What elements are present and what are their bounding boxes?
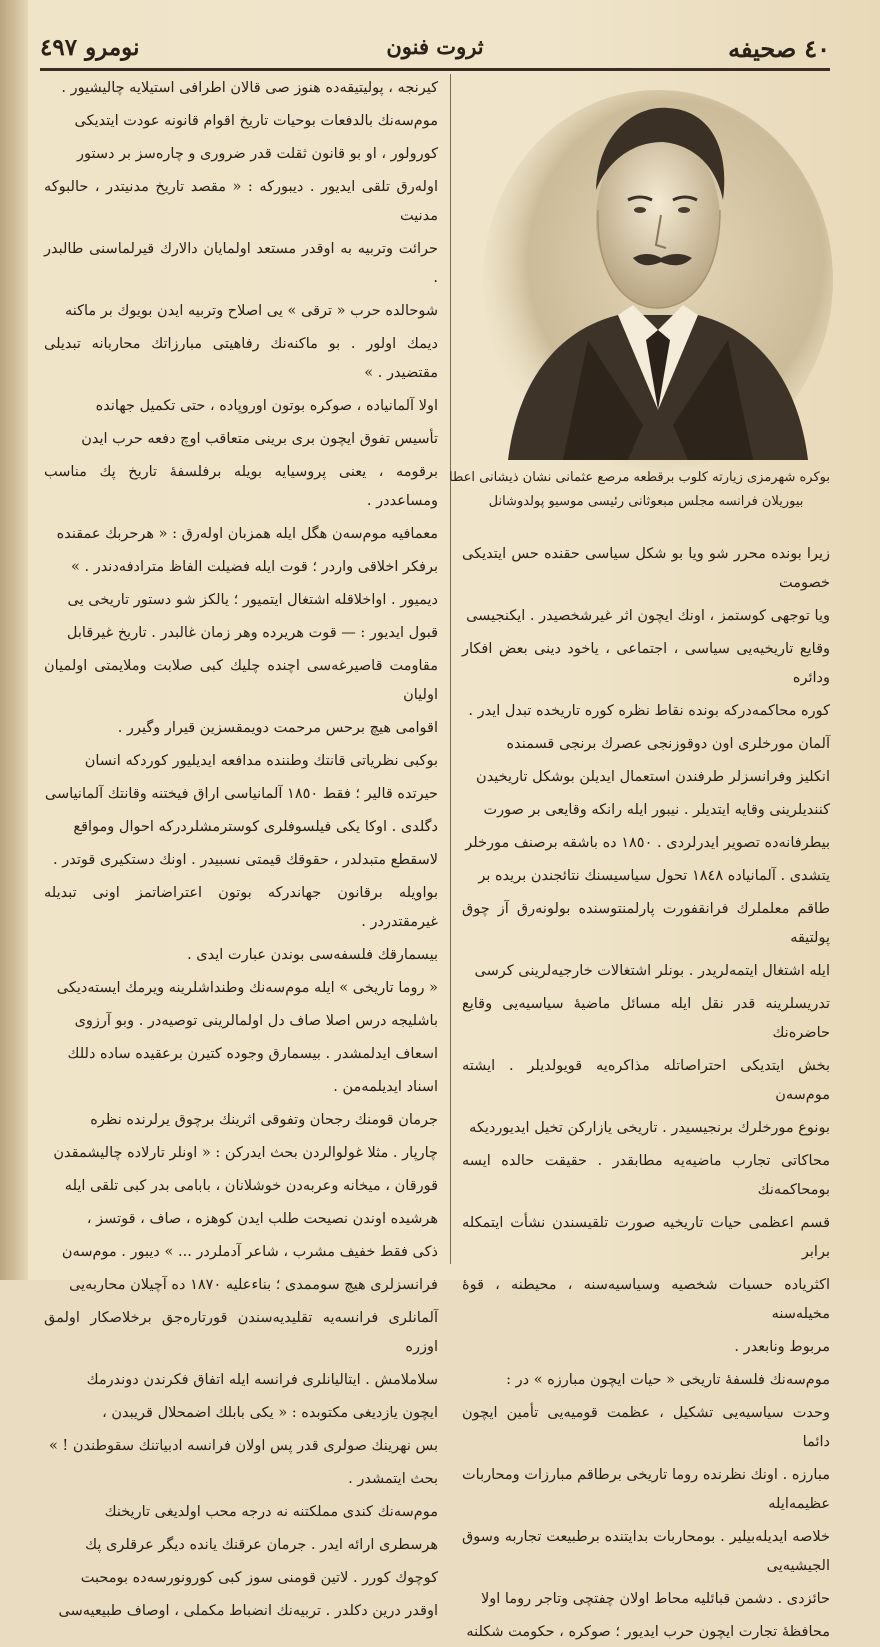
- text-line: ایچون یازدیغی مكتوبده : « یكی بابلك اضمحلال قریبدن ،: [102, 1405, 438, 1421]
- portrait-engraving: [468, 80, 822, 460]
- text-line: زیرا بونده محرر شو ویا بو شكل سیاسی حقنده حس ایتدیكی خصومت: [462, 546, 830, 591]
- text-line: اسعاف ایدلمشدر . بیسمارق وجوده كتیرن برعقیده ساده دللك: [67, 1046, 438, 1062]
- text-line: حرائت وتربیه به اوقدر مستعد اولمایان دالارك قیرلماسنی طالبدر .: [44, 241, 438, 286]
- text-line: بونوع مورخلرك برنجیسیدر . تاریخی یازاركن تخیل ایدیوردیكه: [469, 1120, 830, 1136]
- text-line: آلمانلری فرانسه‌یه تقلیدیه‌سندن قورتاره‌جق برخلاصكار اولمق اوزره: [44, 1310, 438, 1355]
- text-line: كوره محاكمه‌دركه بونده نقاط نظره كوره تاریخده تبدل ایدر .: [468, 703, 830, 719]
- header-rule: [40, 68, 830, 71]
- text-line: كنندیلرینی وقایه ایتدیلر . نیبور ایله رانكه وقایعی بر صورت: [483, 802, 830, 818]
- text-line: مربوط ونابعدر .: [734, 1339, 830, 1355]
- text-line: « روما تاریخی » ایله موم‌سه‌نك وطنداشلرینه ویرمك ایسته‌دیكی: [56, 980, 438, 996]
- text-line: هرسطری ارائه ایدر . جرمان عرقنك یانده دیگر عرقلری پك: [85, 1537, 438, 1553]
- text-line: برفكر اخلاقی واردر ؛ قوت ایله فضیلت الفاظ مترادفه‌دندر . »: [71, 559, 438, 575]
- text-line: چارپار . مثلا غولوالردن بحث ایدركن : « اونلر تارلاده چالیشمقدن: [53, 1145, 438, 1161]
- left-text-column: [44, 74, 438, 1619]
- text-line: موم‌سه‌نك كندی مملكتنه نه درجه محب اولدیغی تاریخنك: [104, 1504, 438, 1520]
- text-line: محافظهٔ تجارت ایچون حرب ایدیور ؛ صوكره ، حكومت شكلنه: [466, 1624, 830, 1640]
- text-line: بس نهرینك صولری قدر پس اولان فرانسه ادبیاتنك سقوطندن ! »: [48, 1438, 438, 1454]
- text-line: كورولور ، او بو قانون ثقلت قدر ضروری و چاره‌سز بر دستور: [76, 146, 438, 162]
- text-line: بخش ایتدیكی احتراصاتله مذاكره‌یه قویولدیلر . ایشته موم‌سه‌ن: [462, 1058, 830, 1103]
- page-binding-edge: [0, 0, 28, 1280]
- text-line: یتشدی . آلمانیاده ١٨٤٨ تحول سیاسیسنك نتائجندن بریده بر: [478, 868, 830, 884]
- text-line: قورقان ، میخانه وعربه‌دن خوشلانان ، بابامی بدر كبی تلقی ایله: [64, 1178, 438, 1194]
- text-line: معمافیه موم‌سه‌ن هگل ایله همزبان اوله‌رق : « هرحربك عمقنده: [56, 526, 438, 542]
- text-line: اوقدر درین دكلدر . تربیه‌نك انضباط مكملی ، اوصاف طبیعیه‌سی: [58, 1603, 438, 1619]
- text-line: بیطرفانه‌ده تصویر ایدرلردی . ١٨٥٠ ده باشقه برصنف مورخلر: [465, 835, 830, 851]
- text-line: مبارزه . اونك نظرنده روما تاریخی برطاقم مبارزات ومحاربات عظیمه‌ایله: [462, 1467, 830, 1512]
- text-line: بواویله برقانون جهاندركه بوتون اعتراضاتمز اونی تبدیله غیرمقتدردر .: [44, 885, 438, 930]
- caption-line-1: بوكره شهرمزی زیارته كلوب برقطعه مرصع عثمانی نشان ذیشانی اعطا: [449, 470, 830, 485]
- text-line: بحث ایتمشدر .: [348, 1471, 438, 1487]
- right-text-column: [462, 540, 830, 1640]
- text-line: بیسمارقك فلسفه‌سی بوندن عبارت ایدی .: [187, 947, 438, 963]
- text-line: تدریسلرینه قدر نقل ایله مسائل ماضیهٔ سیاسیه‌یی وقایع حاضره‌نك: [462, 996, 830, 1041]
- text-line: شوحالده حرب « ترقی » یی اصلاح وتربیه ایدن بویوك بر ماكنه: [64, 303, 438, 319]
- text-line: ویا توجهی كوستمز ، اونك ایچون اثر غیرشخصیدر . ایكنجیسی: [466, 608, 830, 624]
- text-line: حیرتده قالیر ؛ فقط ١٨٥٠ آلمانیاسی اراق فیختنه وقانتك آلمانیاسی: [44, 786, 438, 802]
- page-label: صحيفه: [728, 34, 797, 63]
- text-line: اكثریاده حسیات شخصیه وسیاسیه‌سنه ، محیطنه ، قوهٔ مخیله‌سنه: [462, 1277, 830, 1322]
- text-line: دیمیور . اواخلاقله اشتغال ایتمیور ؛ یالكز شو دستور تاریخی یی: [67, 592, 438, 608]
- text-line: بوكبی نظریاتی قانتك وطننده مدافعه ایدیلیور كوردكه انسان: [84, 753, 438, 769]
- page-header: [40, 34, 830, 70]
- text-line: ایله اشتغال ایتمه‌لریدر . بونلر اشتغالات خارجیه‌لرینی كرسی: [474, 963, 830, 979]
- text-line: موم‌سه‌نك بالدفعات بوحیات تاریخ اقوام قانونه عودت ایتدیكی: [74, 113, 438, 129]
- column-divider: [450, 74, 451, 1264]
- text-line: قسم اعظمی حیات تاریخیه صورت تلقیسندن نشأت ایتمكله برابر: [462, 1215, 830, 1260]
- portrait-caption: [449, 466, 830, 514]
- text-line: جرمان قومنك رجحان وتفوقی اثرینك برچوق یرلرنده نظره: [90, 1112, 438, 1128]
- page-number: [720, 34, 830, 63]
- text-line: كیرنجه ، پولیتیقه‌ده هنوز صی قالان اطرافی استیلایه چالیشیور .: [61, 80, 438, 96]
- text-line: تأسیس تفوق ایچون بری برینی متعاقب اوچ دفعه حرب ایدن: [81, 431, 438, 447]
- text-line: اوله‌رق تلقی ایدیور . دیبوركه : « مقصد تاریخ مدنیتدر ، حالبوكه مدنیت: [44, 179, 438, 224]
- issue-number: نومرو ٤٩٧: [40, 34, 140, 61]
- text-line: قبول ایدیور : — قوت هریرده وهر زمان غالبدر . تاریخ غیرقابل: [66, 625, 438, 641]
- text-line: اولا آلمانیاده ، صوكره بوتون اوروپاده ، حتی تكمیل جهانده: [95, 398, 438, 414]
- text-line: اقوامی هیچ برحس مرحمت دویمقسزین قیرار وگیرر .: [117, 720, 438, 736]
- portrait-image: [468, 80, 822, 460]
- text-line: مقاومت قاصیرغه‌سی اچنده چلیك كبی صلابت وملایمتی اولمیان اولیان: [44, 658, 438, 703]
- text-line: سلاملامش . ایتالیانلری فرانسه ایله اتفاق فكرندن دوندرمك: [86, 1372, 438, 1388]
- text-line: هرشیده اوندن نصیحت طلب ایدن كوهزه ، صاف ، قوتسز ،: [86, 1211, 438, 1227]
- text-line: فرانسزلری هیچ سوممدی ؛ بناءعلیه ١٨٧٠ ده آچیلان محاربه‌یی: [69, 1277, 438, 1293]
- text-line: باشلیجه درس اصلا صاف دل اولمالرینی توصیه‌در . وبو آرزوی: [74, 1013, 438, 1029]
- text-line: كوچوك كورر . لاتین قومنی سوز كبی كورونورسه‌ده بومحبت: [80, 1570, 438, 1586]
- text-line: حائزدی . دشمن قبائلیه محاط اولان چفتچی وتاجر روما اولا: [481, 1591, 830, 1607]
- text-line: ذكی فقط خفیف مشرب ، شاعر آدملردر ... » دیبور . موم‌سه‌ن: [61, 1244, 438, 1260]
- text-line: دگلدی . اوكا یكی فیلسوفلری كوسترمشلردركه احوال ومواقع: [73, 819, 438, 835]
- journal-title: ثروت فنون: [386, 34, 484, 59]
- text-line: لاسقطع متبدلدر ، حقوقك قیمتی نسبیدر . اونك دستكیری قوتدر .: [52, 852, 438, 868]
- caption-line-2: بیوریلان فرانسه مجلس مبعوثانی رئیسی موسیو پولدوشانل: [488, 494, 804, 509]
- text-line: برقومه ، یعنی پروسیایه بویله برفلسفهٔ تاریخ پك مناسب ومساعددر .: [44, 464, 438, 509]
- text-line: طاقم معلملرك فرانقفورت پارلمنتوسنده بولونه‌رق آز چوق پولتیقه: [462, 901, 830, 946]
- text-line: انكلیز وفرانسزلر طرفندن استعمال ایدیلن بوشكل تاریخیدن: [476, 769, 830, 785]
- text-line: وحدت سیاسیه‌یی تشكیل ، عظمت قومیه‌یی تأمین ایچون دائما: [462, 1405, 830, 1450]
- text-line: اسناد ایدیلمه‌من .: [333, 1079, 438, 1095]
- text-line: خلاصه ایدیله‌بیلیر . بومحاربات بدایتنده برطبیعت تجاربه وسوق الجیشیه‌یی: [462, 1529, 830, 1574]
- text-line: موم‌سه‌نك فلسفهٔ تاریخی « حیات ایچون مبارزه » در :: [506, 1372, 830, 1388]
- text-line: آلمان مورخلری اون دوقوزنجی عصرك برنجی قسمنده: [506, 736, 830, 752]
- text-line: وقایع تاریخیه‌یی سیاسی ، اجتماعی ، یاخود دینی بعض افكار ودائره: [462, 641, 830, 686]
- page-number-value: ٤٠: [804, 34, 830, 63]
- text-line: محاكاتی تجارب ماضیه‌یه مطابقدر . حقیقت حالده ایسه بومحاكمه‌نك: [462, 1153, 830, 1198]
- text-line: دیمك اولور . بو ماكنه‌نك رفاهیتی مبارزاتك محاربانه تبدیلی مقتضیدر . »: [44, 336, 438, 381]
